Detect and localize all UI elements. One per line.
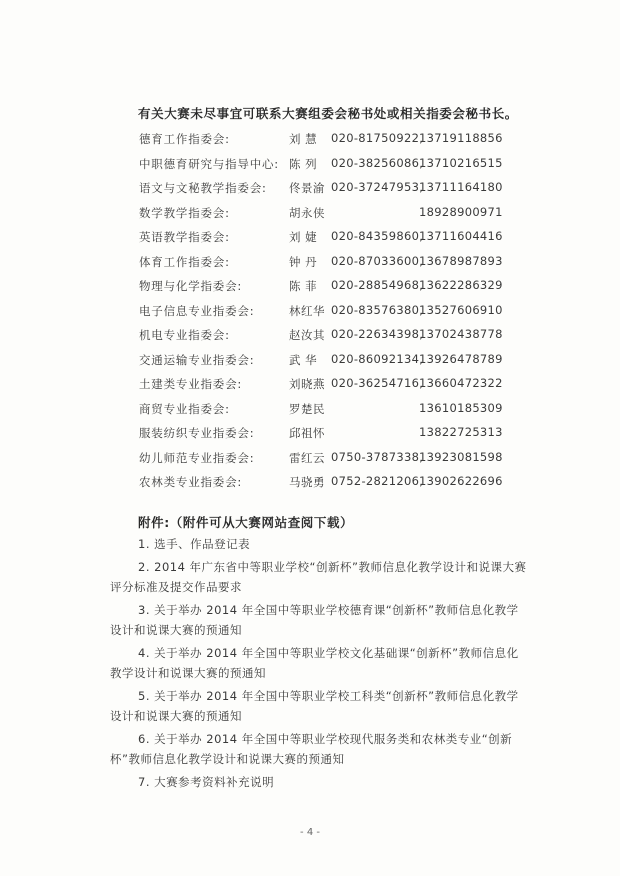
contact-mobile: 13678987893: [419, 253, 503, 268]
committee-name: 机电专业指委会:: [139, 328, 230, 342]
committee-name: 物理与化学指委会:: [139, 279, 243, 293]
contact-person: 胡永侠: [289, 205, 325, 220]
contact-person: 马骁勇: [289, 475, 325, 489]
contact-row: [0, 176, 620, 201]
contact-row: [0, 250, 620, 275]
contact-phone: 020-28854968,: [331, 278, 424, 292]
contact-mobile: 13610185309: [419, 400, 503, 415]
contact-phone: 020-22634398,: [331, 327, 424, 341]
contact-mobile: 13822725313: [419, 425, 503, 439]
contact-phone: 020-86092134,: [331, 351, 424, 366]
committee-name: 电子信息专业指委会:: [139, 303, 255, 318]
contact-person: 钟 丹: [289, 254, 318, 269]
contact-mobile: 13702438778: [419, 327, 503, 341]
contact-person: 罗楚民: [289, 401, 325, 416]
contact-heading: 有关大赛未尽事宜可联系大赛组委会秘书处或相关指委会秘书长。: [138, 106, 518, 121]
committee-name: 体育工作指委会:: [139, 254, 230, 269]
contact-mobile: 13719118856: [419, 131, 503, 145]
contact-mobile: 18928900971: [419, 204, 503, 219]
contact-phone: 0750-3787338,: [331, 449, 424, 464]
contact-row: [0, 201, 620, 226]
contact-person: 林红华: [289, 303, 325, 318]
contact-person: 邱祖怀: [289, 426, 325, 440]
contact-person: 赵汝其: [289, 328, 325, 342]
contact-person: 刘晓燕: [289, 377, 325, 391]
contact-row: [0, 397, 620, 422]
contact-mobile: 13710216515: [419, 155, 503, 170]
contact-mobile: 13926478789: [419, 351, 503, 366]
contact-mobile: 13622286329: [419, 278, 503, 292]
attachment-item: 2. 2014 年广东省中等职业学校“创新杯”教师信息化教学设计和说课大赛评分标准及提交作品要求: [110, 560, 527, 594]
contact-list: [0, 127, 620, 495]
contact-person: 刘 慧: [289, 132, 318, 146]
contact-person: 佟景渝: [289, 181, 325, 195]
committee-name: 幼儿师范专业指委会:: [139, 450, 255, 465]
attachment-item: 5. 关于举办 2014 年全国中等职业学校工科类“创新杯”教师信息化教学设计和说课大赛的预通知: [110, 689, 519, 723]
contact-phone: 0752-2821206,: [331, 474, 424, 488]
contact-phone: 020-38256086,: [331, 155, 424, 170]
contact-person: 雷红云: [289, 450, 325, 465]
attachment-list: [110, 534, 530, 795]
committee-name: 语文与文秘教学指委会:: [139, 181, 267, 195]
contact-row: [0, 470, 620, 495]
contact-row: [0, 225, 620, 250]
contact-person: 刘 婕: [289, 230, 318, 244]
contact-phone: 020-37247953,: [331, 180, 424, 194]
committee-name: 服装纺织专业指委会:: [139, 426, 255, 440]
contact-mobile: 13923081598: [419, 449, 503, 464]
attachment-item: 4. 关于举办 2014 年全国中等职业学校文化基础课“创新杯”教师信息化教学设计和说课大赛的预通知: [110, 646, 519, 680]
contact-mobile: 13711164180: [419, 180, 503, 194]
committee-name: 交通运输专业指委会:: [139, 352, 255, 367]
attachment-item: 6. 关于举办 2014 年全国中等职业学校现代服务类和农林类专业“创新杯”教师信息化教学设计和说课大赛的预通知: [110, 732, 513, 766]
committee-name: 德育工作指委会:: [139, 132, 230, 146]
committee-name: 英语教学指委会:: [139, 230, 230, 244]
contact-mobile: 13527606910: [419, 302, 503, 317]
contact-phone: 020-36254716,: [331, 376, 424, 390]
contact-mobile: 13711604416: [419, 229, 503, 243]
attachment-item: 3. 关于举办 2014 年全国中等职业学校德育课“创新杯”教师信息化教学设计和说课大赛的预通知: [110, 603, 519, 637]
contact-row: [0, 323, 620, 348]
contact-row: [0, 274, 620, 299]
contact-person: 陈 列: [289, 156, 318, 171]
contact-row: [0, 152, 620, 177]
contact-person: 武 华: [289, 352, 318, 367]
contact-mobile: 13660472322: [419, 376, 503, 390]
contact-row: [0, 299, 620, 324]
attachment-item: 1. 选手、作品登记表: [138, 537, 251, 551]
page-number: - 4 -: [300, 827, 320, 838]
committee-name: 商贸专业指委会:: [139, 401, 230, 416]
contact-row: [0, 127, 620, 152]
attachments-title: 附件:（附件可从大赛网站查阅下载）: [138, 515, 354, 530]
committee-name: 数学教学指委会:: [139, 205, 230, 220]
contact-mobile: 13902622696: [419, 474, 503, 488]
committee-name: 中职德育研究与指导中心:: [139, 156, 279, 171]
contact-phone: 020-84359860,: [331, 229, 424, 243]
attachment-item: 7. 大赛参考资料补充说明: [138, 775, 275, 789]
contact-row: [0, 348, 620, 373]
committee-name: 农林类专业指委会:: [139, 475, 243, 489]
contact-row: [0, 446, 620, 471]
committee-name: 土建类专业指委会:: [139, 377, 243, 391]
contact-phone: 020-87033600,: [331, 253, 424, 268]
contact-phone: 020-83576380,: [331, 302, 424, 317]
contact-phone: 020-81750922,: [331, 131, 424, 145]
contact-person: 陈 菲: [289, 279, 318, 293]
contact-row: [0, 372, 620, 397]
contact-row: [0, 421, 620, 446]
